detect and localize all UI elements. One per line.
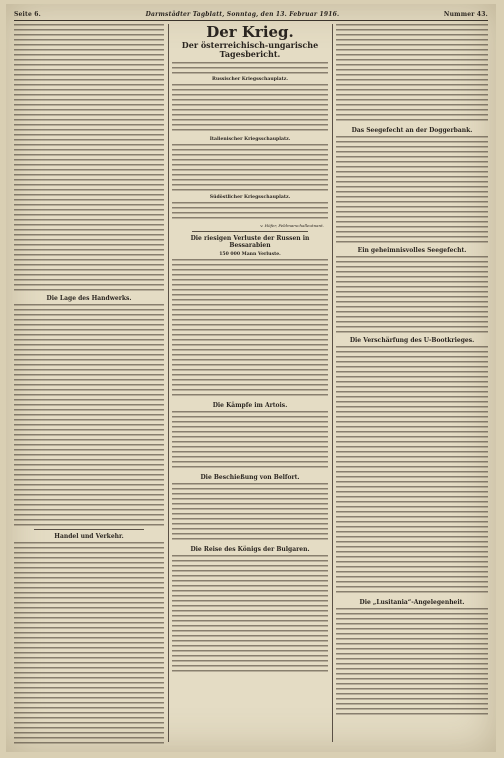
article-heading: Die Kämpfe im Artois.	[212, 402, 288, 409]
article-heading: Die Reise des Königs der Bulgaren.	[190, 546, 310, 553]
page-number: Seite 6.	[14, 10, 41, 18]
body-text-block	[172, 555, 328, 675]
body-text-block	[172, 144, 328, 192]
paper-title-date: Darmstädter Tagblatt, Sonntag, den 13. Februar 1916.	[145, 10, 340, 18]
newspaper-page	[6, 4, 496, 752]
article-heading: Ein geheimnisvolles Seegefecht.	[357, 247, 467, 254]
body-text-block	[172, 483, 328, 543]
body-text-block	[172, 62, 328, 74]
article-heading: Die „Lusitania“-Angelegenheit.	[359, 599, 465, 606]
section-heading: Russischer Kriegsschauplatz.	[212, 77, 288, 82]
article-heading: Das Seegefecht an der Doggerbank.	[351, 127, 473, 134]
issue-date: Sonntag, den 13. Februar 1916.	[226, 10, 340, 18]
article-heading: Handel und Verkehr.	[54, 533, 124, 540]
body-text-block	[172, 411, 328, 471]
separator	[34, 529, 144, 530]
main-headline: Der Krieg.	[206, 24, 294, 41]
article-heading: Die Lage des Handwerks.	[46, 295, 132, 302]
body-text-block	[14, 542, 164, 744]
body-text-block	[336, 136, 488, 244]
body-text-block	[172, 202, 328, 222]
body-text-block	[172, 84, 328, 134]
section-heading: Südöstlicher Kriegsschauplatz.	[209, 195, 291, 200]
body-text-block	[336, 346, 488, 596]
body-text-block	[336, 608, 488, 718]
column-3	[336, 24, 488, 744]
article-heading: Die Beschießung von Belfort.	[200, 474, 300, 481]
section-heading: Italienischer Kriegsschauplatz.	[209, 137, 291, 142]
body-text-block	[172, 259, 328, 399]
column-2	[172, 24, 328, 744]
body-text-block	[336, 256, 488, 334]
column-rule	[168, 24, 169, 742]
article-heading: Die riesigen Verluste der Russen in Bessarabien	[190, 235, 310, 249]
column-1	[14, 24, 164, 744]
report-signature: v. Höfer, Feldmarschalleutnant.	[260, 223, 324, 228]
column-rule	[332, 24, 333, 742]
article-heading: Die Verschärfung des U-Bootkrieges.	[349, 337, 475, 344]
sub-headline: Der österreichisch-ungarische Tagesbericht.	[181, 40, 319, 59]
body-text-block	[14, 304, 164, 526]
article-subheading: 150 000 Mann Verluste.	[219, 252, 281, 257]
masthead	[14, 8, 488, 21]
body-text-block	[336, 24, 488, 124]
separator	[192, 231, 308, 232]
issue-number: Nummer 43.	[443, 10, 488, 18]
body-text-block	[14, 24, 164, 292]
paper-title: Darmstädter Tagblatt	[145, 10, 223, 18]
